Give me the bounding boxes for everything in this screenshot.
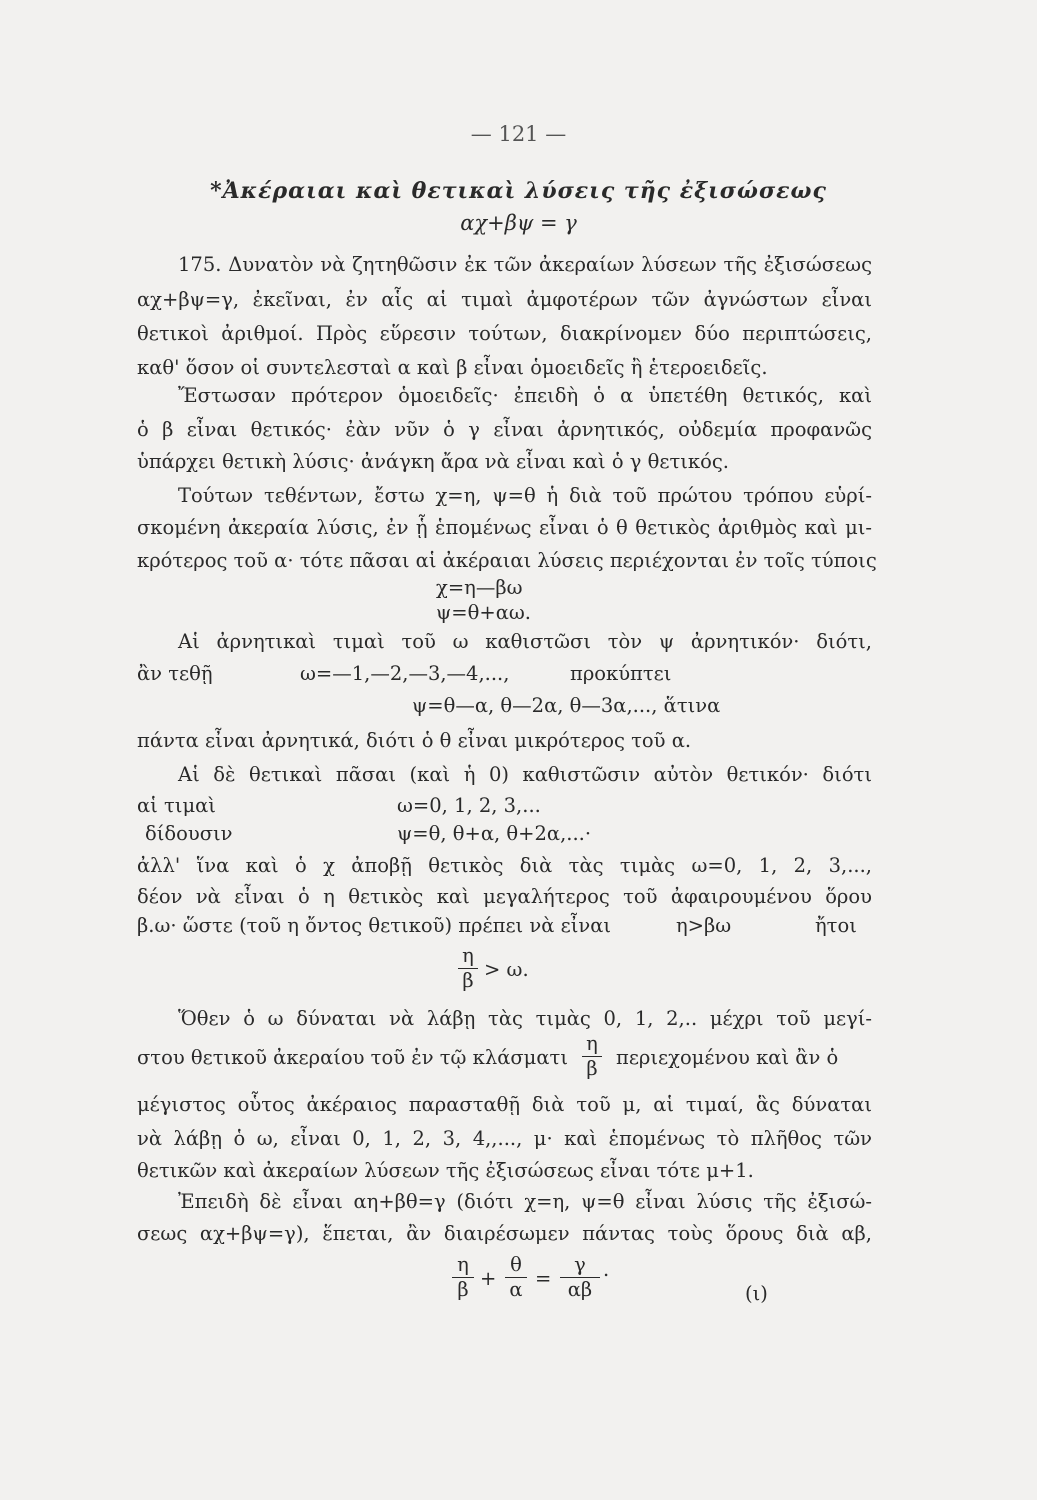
section-title: *Ἀκέραιαι καὶ θετικαὶ λύσεις τῆς ἐξισώσεως <box>210 178 827 204</box>
equation-omega-negative: ω=—1,—2,—3,—4,..., <box>300 662 510 685</box>
text-line: Ἔστωσαν πρότερον ὁμοειδεῖς· ἐπειδὴ ὁ α ὑπετέθη θετικός, καὶ <box>178 384 872 407</box>
fraction-numerator: η <box>457 1253 469 1276</box>
text-fragment: προκύπτει <box>570 662 672 685</box>
text-line: δέον νὰ εἶναι ὁ η θετικὸς καὶ μεγαλήτερος τοῦ ἀφαιρουμένου ὅρου <box>137 885 872 908</box>
text-line: καθ' ὅσον οἱ συντελεσταὶ α καὶ β εἶναι ὁμοειδεῖς ἢ ἑτεροειδεῖς. <box>137 356 768 379</box>
text-fragment: β.ω· ὥστε (τοῦ η ὄντος θετικοῦ) πρέπει νὰ εἶναι <box>137 914 612 937</box>
text-fragment: ἂν τεθῇ <box>137 662 213 685</box>
fraction-denominator: β <box>457 1278 469 1301</box>
text-line: αχ+βψ=γ, ἐκεῖναι, ἐν αἷς αἱ τιμαὶ ἀμφοτέρων τῶν ἀγνώστων εἶναι <box>137 288 872 311</box>
final-dot: . <box>603 1258 610 1281</box>
fraction-denominator: β <box>586 1057 598 1080</box>
text-fragment: δίδουσιν <box>145 822 233 845</box>
fraction-numerator: η <box>462 944 474 967</box>
text-fragment: αἱ τιμαὶ <box>137 794 216 817</box>
text-line: θετικῶν καὶ ἀκεραίων λύσεων τῆς ἐξισώσεως εἶναι τότε μ+1. <box>137 1159 754 1182</box>
equation-label: (ι) <box>745 1282 768 1305</box>
text-line: θετικοὶ ἀριθμοί. Πρὸς εὕρεσιν τούτων, διακρίνομεν δύο περιπτώσεις, <box>137 322 872 345</box>
text-line: ἀλλ' ἵνα καὶ ὁ χ ἀποβῇ θετικὸς διὰ τὰς τιμὰς ω=0, 1, 2, 3,..., <box>137 854 872 877</box>
inequality-eta: η>βω <box>676 914 732 937</box>
fraction-denominator: β <box>462 969 474 992</box>
text-line: πάντα εἶναι ἀρνητικά, διότι ὁ θ εἶναι μικρότερος τοῦ α. <box>137 729 692 752</box>
text-line: 175. Δυνατὸν νὰ ζητηθῶσιν ἐκ τῶν ἀκεραίων λύσεων τῆς ἐξισώσεως <box>178 253 872 276</box>
text-fragment: περιεχομένου καὶ ἂν ὁ <box>616 1046 839 1069</box>
text-fragment: ἤτοι <box>815 914 857 937</box>
text-line: Τούτων τεθέντων, ἔστω χ=η, ψ=θ ἡ διὰ τοῦ πρώτου τρόπου εὑρί- <box>178 484 872 507</box>
fraction-gamma-over-alphabeta <box>560 1253 600 1302</box>
fraction-numerator: γ <box>574 1253 586 1276</box>
equation-psi-positive: ψ=θ, θ+α, θ+2α,...· <box>397 822 592 845</box>
text-line: ὑπάρχει θετικὴ λύσις· ἀνάγκη ἄρα νὰ εἶναι καὶ ὁ γ θετικός. <box>137 450 729 473</box>
inequality-rest: > ω. <box>484 958 529 981</box>
section-title-equation: αχ+βψ = γ <box>460 211 577 235</box>
text-line: ὁ β εἶναι θετικός· ἐὰν νῦν ὁ γ εἶναι ἀρνητικός, οὐδεμία προφανῶς <box>137 418 872 441</box>
text-line: σεως αχ+βψ=γ), ἕπεται, ἂν διαιρέσωμεν πάντας τοὺς ὅρους διὰ αβ, <box>137 1222 872 1245</box>
text-line: Αἱ δὲ θετικαὶ πᾶσαι (καὶ ἡ 0) καθιστῶσιν αὐτὸν θετικόν· διότι <box>178 763 872 786</box>
text-line: νὰ λάβῃ ὁ ω, εἶναι 0, 1, 2, 3, 4,,..., μ· καὶ ἑπομένως τὸ πλῆθος τῶν <box>137 1127 872 1150</box>
equation-y: ψ=θ+αω. <box>436 601 531 624</box>
equation-omega-positive: ω=0, 1, 2, 3,... <box>397 794 541 817</box>
equation-x: χ=η—βω <box>436 576 523 599</box>
text-line: σκομένη ἀκεραία λύσις, ἐν ᾗ ἑπομένως εἶναι ὁ θ θετικὸς ἀριθμὸς καὶ μι- <box>137 516 872 539</box>
text-fragment: στου θετικοῦ ἀκεραίου τοῦ ἐν τῷ κλάσματι <box>137 1046 568 1069</box>
fraction-denominator: αβ <box>567 1278 593 1301</box>
fraction-denominator: α <box>509 1278 523 1301</box>
fraction-eta-over-beta <box>458 944 478 993</box>
equation-psi-negative: ψ=θ—α, θ—2α, θ—3α,..., ἅτινα <box>412 694 721 717</box>
plus-sign: + <box>480 1267 497 1290</box>
fraction-numerator: η <box>586 1032 598 1055</box>
fraction-eta-over-beta <box>452 1253 474 1302</box>
fraction-theta-over-alpha <box>505 1253 527 1302</box>
fraction-numerator: θ <box>510 1253 522 1276</box>
text-line: κρότερος τοῦ α· τότε πᾶσαι αἱ ἀκέραιαι λύσεις περιέχονται ἐν τοῖς τύποις <box>137 549 877 572</box>
page-number: — 121 — <box>470 122 567 146</box>
text-line: Αἱ ἀρνητικαὶ τιμαὶ τοῦ ω καθιστῶσι τὸν ψ ἀρνητικόν· διότι, <box>178 630 872 653</box>
text-line: Ὅθεν ὁ ω δύναται νὰ λάβῃ τὰς τιμὰς 0, 1, 2,.. μέχρι τοῦ μεγί- <box>178 1007 872 1030</box>
equals-sign: = <box>535 1267 552 1290</box>
fraction-eta-over-beta <box>582 1032 602 1081</box>
text-line: μέγιστος οὗτος ἀκέραιος παρασταθῇ διὰ τοῦ μ, αἱ τιμαί, ἃς δύναται <box>137 1093 872 1116</box>
text-line: Ἐπειδὴ δὲ εἶναι αη+βθ=γ (διότι χ=η, ψ=θ εἶναι λύσις τῆς ἐξισώ- <box>178 1190 872 1213</box>
